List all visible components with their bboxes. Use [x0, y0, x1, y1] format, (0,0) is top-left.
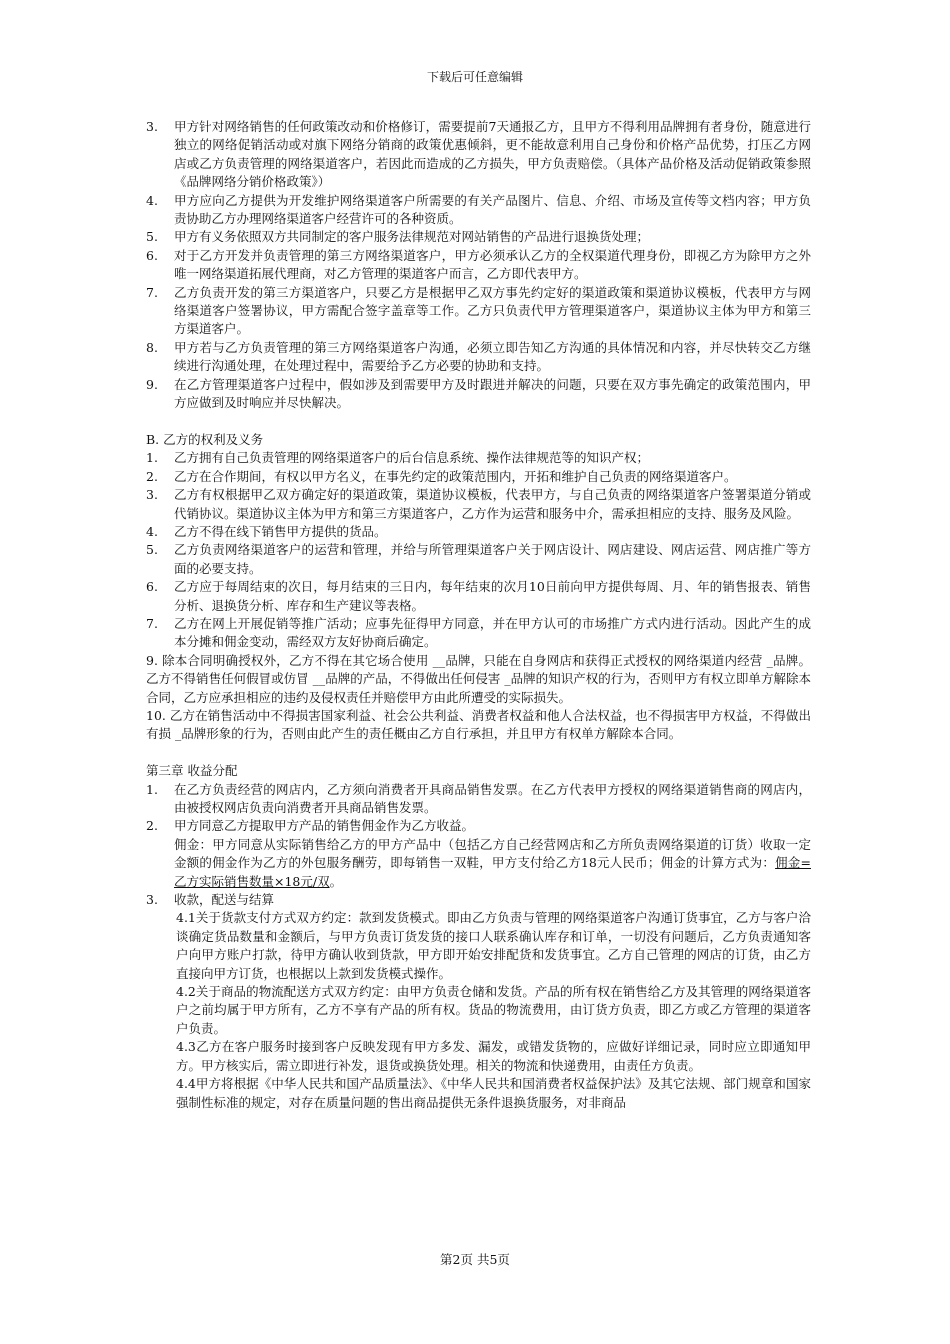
clause-3-1: 1. 在乙方负责经营的网店内，乙方须向消费者开具商品销售发票。在乙方代表甲方授权的网络渠道销售商的网店内，由被授权网店负责向消费者开具商品销售发票。 — [146, 781, 811, 815]
clause-b-item: 6. 乙方应于每周结束的次日，每月结束的三日内，每年结束的次月10日前向甲方提供每周、月、年的销售报表、销售分析、退换货分析、库存和生产建议等表格。 — [146, 579, 811, 613]
settlement-subclause: 4.2关于商品的物流配送方式双方约定：由甲方负责仓储和发货。产品的所有权在销售给乙方及其管理的网络渠道客户之前均属于甲方所有，乙方不享有产品的所有权。货品的物流费用，由订货方负责，即乙方或乙方管理的渠道客户负责。 — [176, 984, 811, 1036]
settlement-subclause: 4.4甲方将根据《中华人民共和国产品质量法》、《中华人民共和国消费者权益保护法》及其它法规、部门规章和国家强制性标准的规定，对存在质量问题的售出商品提供无条件退换货服务，对非商品 — [176, 1076, 811, 1110]
page-header: 下载后可任意编辑 — [426, 70, 523, 84]
clause-a-item: 7. 乙方负责开发的第三方渠道客户，只要乙方是根据甲乙双方事先约定好的渠道政策和渠道协议模板，代表甲方与网络渠道客户签署协议，甲方需配合签字盖章等工作。乙方只负责代甲方管理渠道客户，渠道协议主体为甲方和第三方渠道客户。 — [146, 284, 811, 337]
clause-b-item: 3. 乙方有权根据甲乙双方确定好的渠道政策，渠道协议模板，代表甲方，与自己负责的网络渠道客户签署渠道分销或代销协议。渠道协议主体为甲方和第三方渠道客户，乙方作为运营和服务中介，需承担相应的支持、服务及风险。 — [146, 487, 811, 521]
document-body — [146, 118, 811, 1112]
commission-formula: 佣金=乙方实际销售数量×18元/双 — [174, 855, 811, 889]
clause-b-10: 10. 乙方在销售活动中不得损害国家利益、社会公共利益、消费者权益和他人合法权益，也不得损害甲方权益，不得做出有损 _品牌形象的行为，否则由此产生的责任概由乙方自行承担，并且甲方有权单方解除本合同。 — [146, 707, 811, 742]
clause-b-item: 2. 乙方在合作期间，有权以甲方名义，在事先约定的政策范围内，开拓和维护自己负责的网络渠道客户。 — [146, 468, 737, 484]
clause-a-item: 3. 甲方针对网络销售的任何政策改动和价格修订，需要提前7天通报乙方，且甲方不得利用品牌拥有者身份，随意进行独立的网络促销活动或对旗下网络分销商的政策优惠倾斜，更不能故意利用自己身份和价格产品优势，打压乙方网店或乙方负责管理的网络渠道客户，若因此而造成的乙方损失，甲方负责赔偿。（具体产品价格及活动促销政策参照《品牌网络分销价格政策》） — [146, 119, 811, 190]
settlement-subclause: 4.3乙方在客户服务时接到客户反映发现有甲方多发、漏发，或错发货物的，应做好详细记录，同时应立即通知甲方。甲方核实后，需立即进行补发，退货或换货处理。相关的物流和快递费用，由责任方负责。 — [176, 1039, 811, 1073]
clause-b-item: 5. 乙方负责网络渠道客户的运营和管理，并给与所管理渠道客户关于网店设计、网店建设、网店运营、网店推广等方面的必要支持。 — [146, 542, 811, 576]
clause-b-item: 1. 乙方拥有自己负责管理的网络渠道客户的后台信息系统、操作法律规范等的知识产权； — [146, 450, 650, 466]
settlement-subclause: 4.1关于货款支付方式双方约定：款到发货模式。即由乙方负责与管理的网络渠道客户沟通订货事宜，乙方与客户洽谈确定货品数量和金额后，与甲方负责订货发货的接口人联系确认库存和订单，一切没有问题后，乙方负责通知客户向甲方账户打款，待甲方确认收到货款，甲方即开始安排配货和发货事宜。乙方自己管理的网店的订货，由乙方直接向甲方订货，也根据以上款到发货模式操作。 — [176, 910, 811, 981]
clause-a-item: 6. 对于乙方开发并负责管理的第三方网络渠道客户，甲方必须承认乙方的全权渠道代理身份，即视乙方为除甲方之外唯一网络渠道拓展代理商，对乙方管理的渠道客户而言，乙方即代表甲方。 — [146, 247, 811, 282]
clause-3-2: 2. 甲方同意乙方提取甲方产品的销售佣金作为乙方收益。 — [146, 818, 475, 834]
party-b-section-title: B. 乙方的权利及义务 — [146, 431, 264, 447]
clause-3-3: 3. 收款，配送与结算 — [146, 892, 275, 908]
party-b-obligations — [146, 449, 811, 651]
page-footer: 第2页 共5页 — [440, 1252, 510, 1267]
clause-b-9: 9. 除本合同明确授权外，乙方不得在其它场合使用 __品牌，只能在自身网店和获得正式授权的网络渠道内经营 _品牌。乙方不得销售任何假冒或仿冒 __品牌的产品，不得做出任何侵害 _品牌的知识产权的行为，否则甲方有权立即单方解除本合同，乙方应承担相应的违约及侵权责任并赔偿甲方由此所遭受的实际损失。 — [146, 652, 811, 705]
clause-a-item: 4. 甲方应向乙方提供为开发维护网络渠道客户所需要的有关产品图片、信息、介绍、市场及宣传等文档内容；甲方负责协助乙方办理网络渠道客户经营许可的各种资质。 — [146, 192, 811, 227]
commission-paragraph: 佣金：甲方同意从实际销售给乙方的甲方产品中（包括乙方自己经营网店和乙方所负责网络渠道的订货）收取一定金额的佣金作为乙方的外包服务酬劳，即每销售一双鞋，甲方支付给乙方18元人民币；佣金的计算方式为：佣金=乙方实际销售数量×18元/双。 — [174, 836, 811, 889]
chapter-3-title: 第三章 收益分配 — [146, 763, 238, 779]
clause-a-item: 5. 甲方有义务依照双方共同制定的客户服务法律规范对网站销售的产品进行退换货处理； — [146, 229, 650, 245]
party-a-obligations — [146, 118, 811, 413]
settlement-subclauses — [146, 909, 811, 1111]
clause-b-item: 4. 乙方不得在线下销售甲方提供的货品。 — [146, 523, 387, 539]
clause-a-item: 9. 在乙方管理渠道客户过程中，假如涉及到需要甲方及时跟进并解决的问题，只要在双方事先确定的政策范围内，甲方应做到及时响应并尽快解决。 — [146, 376, 811, 411]
clause-a-item: 8. 甲方若与乙方负责管理的第三方网络渠道客户沟通，必须立即告知乙方沟通的具体情况和内容，并尽快转交乙方继续进行沟通处理，在处理过程中，需要给予乙方必要的协助和支持。 — [146, 339, 811, 374]
clause-b-item: 7. 乙方在网上开展促销等推广活动；应事先征得甲方同意，并在甲方认可的市场推广方式内进行活动。因此产生的成本分摊和佣金变动，需经双方友好协商后确定。 — [146, 615, 811, 650]
